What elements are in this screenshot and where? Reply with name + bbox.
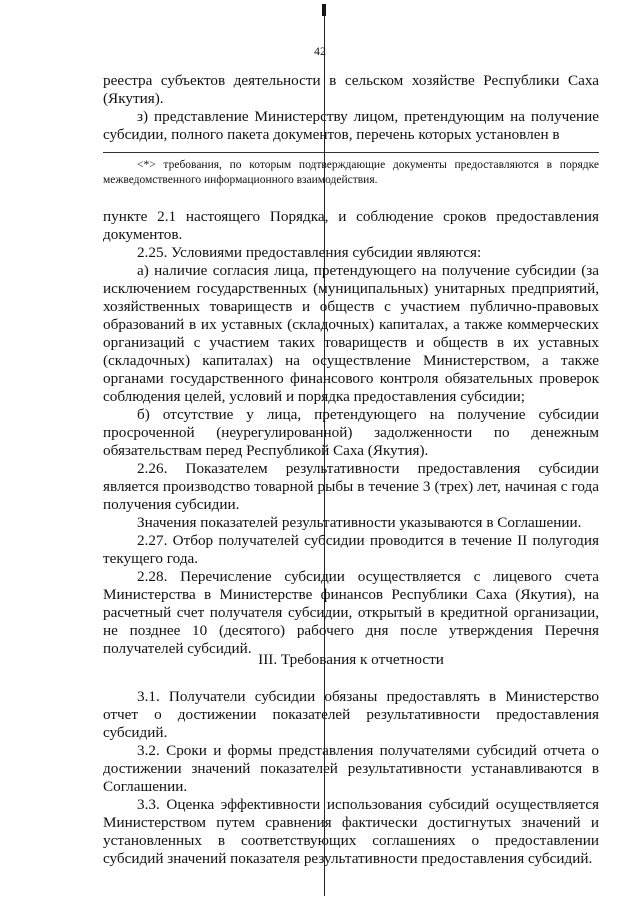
paragraph-indicators: Значения показателей результативности указываются в Соглашении. — [137, 514, 582, 531]
paragraph-3-1: 3.1. Получатели субсидии обязаны предоставлять в Министерство отчет о достижении показателей результативности предоставления субсидий. — [103, 688, 599, 741]
paragraph-3-3: 3.3. Оценка эффективности использования субсидий осуществляется Министерством путем сравнения фактически достигнутых значений и установленных в соответствующих соглашениях о предоставлении субсидий значений показателя результативности предоставления субсидий. — [103, 796, 599, 867]
paragraph-item-z: з) представление Министерству лицом, претендующим на получение субсидии, полного пакета документов, перечень которых установлен в — [103, 108, 599, 143]
body-text-block — [103, 208, 599, 658]
footnote-divider — [103, 152, 599, 153]
paragraph-2-25: 2.25. Условиями предоставления субсидии являются: — [137, 244, 482, 261]
paragraph-2-26: 2.26. Показателем результативности предоставления субсидии является производство товарной рыбы в течение 3 (трех) лет, начиная с года получения субсидии. — [103, 460, 599, 513]
paragraph-item-b: б) отсутствие у лица, претендующего на получение субсидии просроченной (неурегулированной) задолженности по денежным обязательствам перед Республикой Саха (Якутия). — [103, 406, 599, 459]
paragraph-2-27: 2.27. Отбор получателей субсидии проводится в течение II полугодия текущего года. — [103, 532, 599, 567]
section3-text-block — [103, 688, 599, 868]
section-heading: III. Требования к отчетности — [258, 651, 444, 668]
page-number: 42 — [314, 44, 326, 58]
paragraph-3-2: 3.2. Сроки и формы представления получателями субсидий отчета о достижении значений показателей результативности устанавливаются в Соглашении. — [103, 742, 599, 795]
paragraph-2-28: 2.28. Перечисление субсидии осуществляется с лицевого счета Министерства в Министерстве финансов Республики Саха (Якутия), на расчетный счет получателя субсидии, открытый в кредитной организации, не позднее 10 (десятого) рабочего дня после утверждения Перечня получателей субсидий. — [103, 568, 599, 657]
paragraph-continuation: пункте 2.1 настоящего Порядка, и соблюдение сроков предоставления документов. — [103, 208, 599, 243]
footnote: <*> требования, по которым подтверждающие документы предоставляются в порядке межведомственного информационного взаимодействия. — [103, 159, 599, 186]
top-text-block — [103, 72, 599, 144]
paragraph-item-a: а) наличие согласия лица, претендующего на получение субсидии (за исключением государственных (муниципальных) унитарных предприятий, хозяйственных товариществ и обществ с участием публично-правовых образований в их уставных (складочных) капиталах, а также коммерческих организаций с участием таких товариществ и обществ в их уставных (складочных) капиталах) на осуществление Министерством, а также органами государственного финансового контроля обязательных проверок соблюдения целей, условий и порядка предоставления субсидии; — [103, 262, 599, 405]
paragraph-registry: реестра субъектов деятельности в сельском хозяйстве Республики Саха (Якутия). — [103, 72, 599, 107]
